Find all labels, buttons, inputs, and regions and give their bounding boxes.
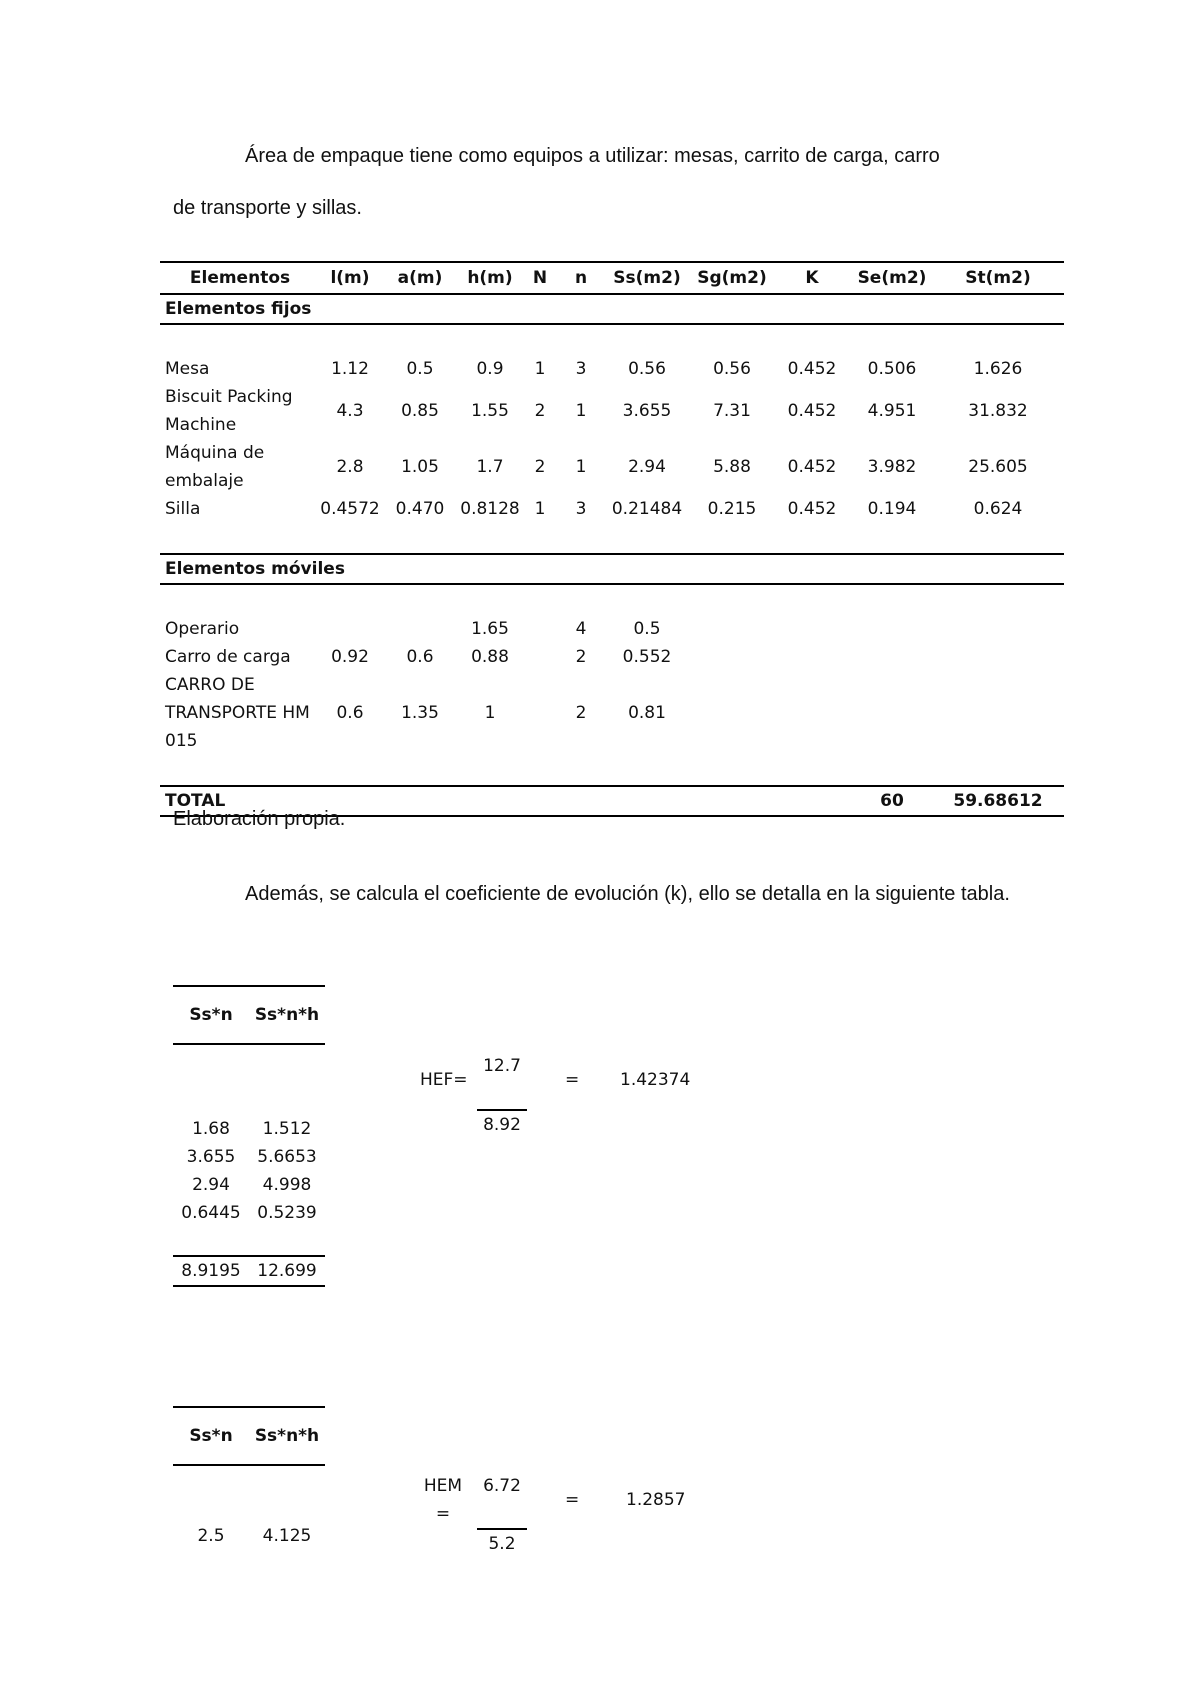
cell-h: 1.65 (471, 619, 509, 639)
space-requirements-table (160, 261, 1064, 817)
cell-se: 3.982 (867, 457, 917, 477)
header-elementos: Elementos (160, 262, 320, 294)
cell-ss: 0.56 (628, 359, 666, 379)
cell-st: 1.626 (973, 359, 1023, 379)
intro-line-1: Área de empaque tiene como equipos a utilizar: mesas, carrito de carga, carro (245, 145, 940, 167)
cell-n: 3 (575, 359, 587, 379)
table-caption: Elaboración propia. (173, 808, 346, 830)
cell-N: 1 (534, 359, 546, 379)
section-fixed-label: Elementos fijos (160, 294, 1064, 324)
cell-name: CARRO DE TRANSPORTE HM 015 (165, 675, 310, 751)
cell-h: 1 (484, 703, 496, 723)
table-row (160, 643, 1064, 671)
cell-a (380, 615, 460, 643)
hem-equals: = (565, 1490, 580, 1510)
cell-h: 0.8128 (460, 499, 520, 519)
header-h: h(m) (460, 262, 520, 294)
hef-cell-ssnh: 1.512 (262, 1119, 312, 1139)
cell-k: 0.452 (787, 401, 837, 421)
cell-name: Mesa (165, 359, 210, 379)
table-row (173, 1115, 325, 1143)
header-se: Se(m2) (852, 262, 932, 294)
hef-numerator: 12.7 (483, 1056, 521, 1076)
cell-se: 4.951 (867, 401, 917, 421)
cell-n: 2 (575, 647, 587, 667)
header-ss: Ss(m2) (602, 262, 692, 294)
cell-h: 1.55 (471, 401, 509, 421)
hef-total-ssn: 8.9195 (173, 1256, 249, 1286)
evolution-paragraph (173, 868, 1033, 920)
cell-name: Máquina de embalaje (165, 443, 265, 491)
cell-ss: 3.655 (622, 401, 672, 421)
table-row (173, 1143, 325, 1171)
hem-cell-ssn: 2.5 (197, 1526, 225, 1546)
cell-n: 1 (575, 401, 587, 421)
cell-name: Silla (165, 499, 201, 519)
cell-N (520, 643, 560, 671)
cell-h: 1.7 (476, 457, 504, 477)
table-row (160, 383, 1064, 439)
cell-a: 0.5 (406, 359, 434, 379)
hef-cell-ssn: 1.68 (192, 1119, 230, 1139)
cell-se: 0.506 (867, 359, 917, 379)
cell-a: 1.35 (401, 703, 439, 723)
section-mobile-label: Elementos móviles (160, 554, 1064, 584)
hef-cell-ssn: 3.655 (186, 1147, 236, 1167)
cell-l: 4.3 (336, 401, 364, 421)
hef-header-row (173, 986, 325, 1044)
hef-label: HEF= (420, 1070, 468, 1090)
table-row (160, 671, 1064, 755)
cell-st: 31.832 (968, 401, 1028, 421)
cell-n: 2 (575, 703, 587, 723)
hef-cell-ssnh: 0.5239 (257, 1203, 317, 1223)
cell-sg: 7.31 (713, 401, 751, 421)
table-row (160, 495, 1064, 523)
total-se: 60 (852, 786, 932, 816)
cell-ss: 0.81 (628, 703, 666, 723)
cell-l: 0.92 (331, 647, 369, 667)
header-a: a(m) (380, 262, 460, 294)
cell-h: 0.88 (471, 647, 509, 667)
header-n: n (560, 262, 602, 294)
cell-a: 0.85 (401, 401, 439, 421)
hef-denominator: 8.92 (483, 1115, 521, 1135)
table-row (160, 355, 1064, 383)
cell-ss: 0.5 (633, 619, 661, 639)
cell-sg: 0.56 (713, 359, 751, 379)
cell-k: 0.452 (787, 359, 837, 379)
cell-ss: 0.552 (622, 647, 672, 667)
header-N: N (520, 262, 560, 294)
cell-N: 2 (534, 457, 546, 477)
hef-header-ssn: Ss*n (173, 986, 249, 1044)
cell-N: 1 (534, 499, 546, 519)
hef-cell-ssn: 2.94 (192, 1175, 230, 1195)
cell-ss: 2.94 (628, 457, 666, 477)
hef-cell-ssnh: 4.998 (262, 1175, 312, 1195)
intro-paragraph (173, 130, 1033, 234)
cell-st: 25.605 (968, 457, 1028, 477)
cell-sg: 5.88 (713, 457, 751, 477)
table-header-row (160, 262, 1064, 294)
total-st: 59.68612 (932, 786, 1064, 816)
total-label: TOTAL (160, 786, 320, 816)
hef-table (173, 985, 325, 1287)
hef-equals: = (565, 1070, 580, 1090)
cell-N: 2 (534, 401, 546, 421)
cell-st: 0.624 (973, 499, 1023, 519)
cell-l: 2.8 (336, 457, 364, 477)
cell-n: 3 (575, 499, 587, 519)
cell-a: 0.470 (395, 499, 445, 519)
cell-name: Biscuit Packing Machine (165, 387, 293, 435)
section-row-mobile (160, 554, 1064, 584)
evolution-text: Además, se calcula el coeficiente de evolución (k), ello se detalla en la siguiente tabla. (245, 883, 1010, 905)
cell-a: 1.05 (401, 457, 439, 477)
cell-h: 0.9 (476, 359, 504, 379)
cell-l (320, 615, 380, 643)
header-sg: Sg(m2) (692, 262, 772, 294)
hem-cell-ssnh: 4.125 (262, 1526, 312, 1546)
cell-ss: 0.21484 (611, 499, 683, 519)
section-row-fixed (160, 294, 1064, 324)
hem-header-ssn: Ss*n (173, 1407, 249, 1465)
cell-l: 0.6 (336, 703, 364, 723)
cell-k: 0.452 (787, 457, 837, 477)
header-st: St(m2) (932, 262, 1064, 294)
header-k: K (772, 262, 852, 294)
hem-result: 1.2857 (626, 1490, 686, 1510)
cell-k: 0.452 (787, 499, 837, 519)
cell-n: 1 (575, 457, 587, 477)
cell-l: 0.4572 (320, 499, 380, 519)
header-l: l(m) (320, 262, 380, 294)
hem-header-ssnh: Ss*n*h (249, 1407, 325, 1465)
hef-result: 1.42374 (620, 1070, 691, 1090)
table-row (173, 1199, 325, 1227)
intro-line-2: de transporte y sillas. (173, 197, 362, 219)
hem-denominator: 5.2 (488, 1534, 516, 1554)
hef-cell-ssnh: 5.6653 (257, 1147, 317, 1167)
cell-name: Carro de carga (165, 647, 291, 667)
table-row (173, 1171, 325, 1199)
cell-l: 1.12 (331, 359, 369, 379)
hem-table (173, 1406, 325, 1550)
cell-a: 0.6 (406, 647, 434, 667)
hef-total-ssnh: 12.699 (249, 1256, 325, 1286)
table-row (160, 439, 1064, 495)
cell-N (520, 615, 560, 643)
cell-sg: 0.215 (707, 499, 757, 519)
hef-cell-ssn: 0.6445 (181, 1203, 241, 1223)
hef-header-ssnh: Ss*n*h (249, 986, 325, 1044)
cell-name: Operario (165, 619, 240, 639)
hef-total-row (173, 1256, 325, 1286)
hem-label: HEM = (423, 1476, 463, 1524)
hem-numerator: 6.72 (483, 1476, 521, 1496)
table-row (160, 615, 1064, 643)
cell-N (520, 671, 560, 755)
table-row (173, 1522, 325, 1550)
cell-se: 0.194 (867, 499, 917, 519)
hem-header-row (173, 1407, 325, 1465)
cell-n: 4 (575, 619, 587, 639)
